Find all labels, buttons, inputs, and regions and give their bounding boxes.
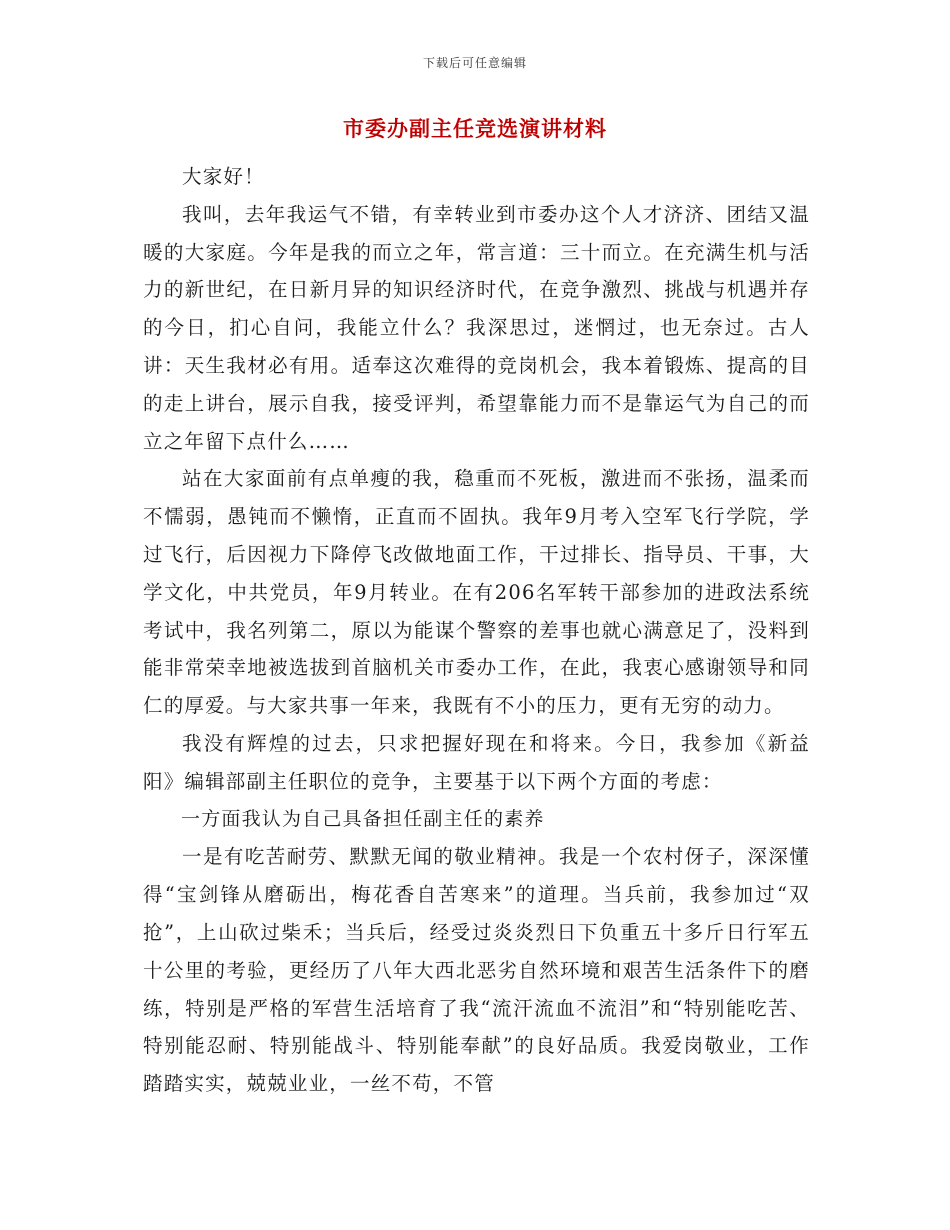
paragraph-section-heading: 一方面我认为自己具备担任副主任的素养 [181, 807, 545, 830]
paragraph-intro: 我叫，去年我运气不错，有幸转业到市委办这个人才济济、团结又温暖的大家庭。今年是我的而立之年，常言道：三十而立。在充满生机与活力的新世纪，在日新月异的知识经济时代，在竞争激烈、挑战与机遇并存的今日，扪心自问，我能立什么？我深思过，迷惘过，也无奈过。古人讲：天生我材必有用。适奉这次难得的竞岗机会，我本着锻炼、提高的目的走上讲台，展示自我，接受评判，希望靠能力而不是靠运气为自己的而立之年留下点什么…… [143, 202, 810, 453]
document-title: 市委办副主任竞选演讲材料 [343, 117, 607, 141]
document-body [143, 158, 810, 1103]
paragraph-point-one: 一是有吃苦耐劳、默默无闻的敬业精神。我是一个农村伢子，深深懂得“宝剑锋从磨砺出，梅花香自苦寒来”的道理。当兵前，我参加过“双抢”，上山砍过柴禾；当兵后，经受过炎炎烈日下负重五十多斤日行军五十公里的考验，更经历了八年大西北恶劣自然环境和艰苦生活条件下的磨练，特别是严格的军营生活培育了我“流汗流血不流泪”和“特别能吃苦、特别能忍耐、特别能战斗、特别能奉献”的良好品质。我爱岗敬业，工作踏踏实实，兢兢业业，一丝不苟，不管 [143, 845, 810, 1096]
paragraph-motivation: 我没有辉煌的过去，只求把握好现在和将来。今日，我参加《新益阳》编辑部副主任职位的竞争，主要基于以下两个方面的考虑： [143, 731, 810, 793]
header-note: 下载后可任意编辑 [422, 56, 527, 70]
paragraph-self-description: 站在大家面前有点单瘦的我，稳重而不死板，激进而不张扬，温柔而不懦弱，愚钝而不懒惰，正直而不固执。我年9月考入空军飞行学院，学过飞行，后因视力下降停飞改做地面工作，干过排长、指导员、干事，大学文化，中共党员，年9月转业。在有206名军转干部参加的进政法系统考试中，我名列第二，原以为能谋个警察的差事也就心满意足了，没料到能非常荣幸地被选拔到首脑机关市委办工作，在此，我衷心感谢领导和同仁的厚爱。与大家共事一年来，我既有不小的压力，更有无穷的动力。 [143, 467, 810, 718]
paragraph-greeting: 大家好！ [182, 165, 265, 188]
